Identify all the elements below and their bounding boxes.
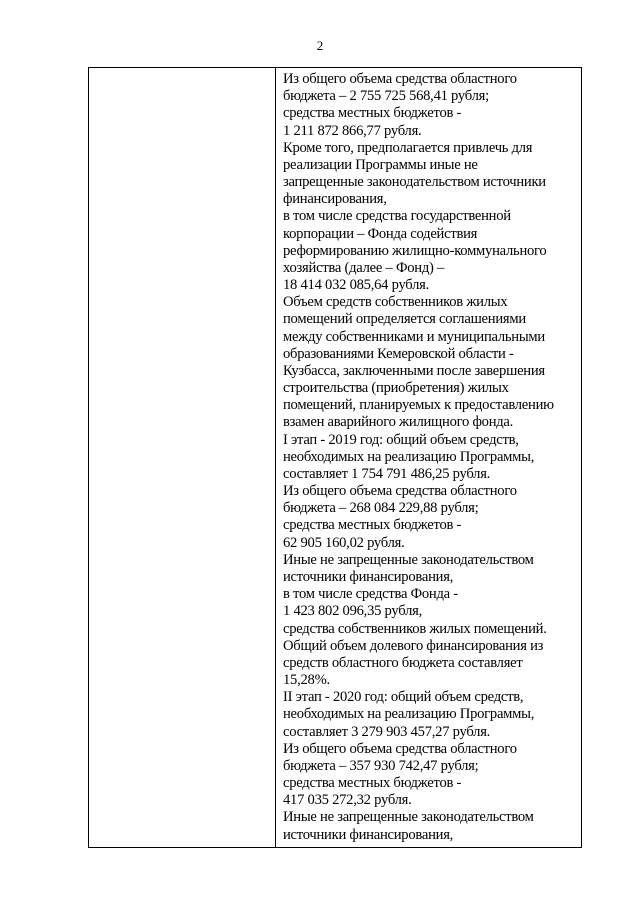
text-line: бюджета – 2 755 725 568,41 рубля; bbox=[283, 88, 489, 105]
text-line: Иные не запрещенные законодательством bbox=[283, 551, 534, 568]
table-right-cell bbox=[276, 68, 582, 848]
text-line: помещений, планируемых к предоставлению bbox=[283, 397, 554, 414]
funding-text-block bbox=[276, 68, 581, 844]
text-line: запрещенные законодательством источники bbox=[283, 174, 546, 191]
text-line: Из общего объема средства областного bbox=[283, 483, 517, 500]
text-line: в том числе средства государственной bbox=[283, 208, 511, 225]
text-line: бюджета – 268 084 229,88 рубля; bbox=[283, 500, 479, 517]
text-line: реализации Программы иные не bbox=[283, 156, 478, 173]
text-line: помещений определяется соглашениями bbox=[283, 311, 526, 328]
program-funding-table bbox=[88, 67, 582, 848]
text-line: хозяйства (далее – Фонд) – bbox=[283, 259, 445, 276]
text-line: 417 035 272,32 рубля. bbox=[283, 792, 412, 809]
text-line: Объем средств собственников жилых bbox=[283, 294, 508, 311]
table-row bbox=[89, 68, 582, 848]
text-line: необходимых на реализацию Программы, bbox=[283, 706, 535, 723]
text-line: Кузбасса, заключенными после завершения bbox=[283, 362, 545, 379]
text-line: средства местных бюджетов - bbox=[283, 775, 462, 792]
text-line: взамен аварийного жилищного фонда. bbox=[283, 414, 514, 431]
text-line: средства местных бюджетов - bbox=[283, 105, 462, 122]
text-line: источники финансирования, bbox=[283, 826, 454, 843]
text-line: корпорации – Фонда содействия bbox=[283, 225, 478, 242]
text-line: Из общего объема средства областного bbox=[283, 71, 517, 87]
text-line: необходимых на реализацию Программы, bbox=[283, 448, 535, 465]
text-line: Общий объем долевого финансирования из bbox=[283, 637, 544, 654]
text-line: составляет 1 754 791 486,25 рубля. bbox=[283, 465, 491, 482]
text-line: Иные не запрещенные законодательством bbox=[283, 809, 534, 826]
text-line: 1 211 872 866,77 рубля. bbox=[283, 122, 422, 139]
text-line: финансирования, bbox=[283, 191, 387, 208]
table-left-cell bbox=[89, 68, 276, 848]
text-line: строительства (приобретения) жилых bbox=[283, 380, 509, 397]
text-line: составляет 3 279 903 457,27 рубля. bbox=[283, 723, 491, 740]
text-line: Из общего объема средства областного bbox=[283, 740, 517, 757]
text-line: Кроме того, предполагается привлечь для bbox=[283, 139, 533, 156]
text-line: 18 414 032 085,64 рубля. bbox=[283, 277, 430, 294]
text-line: образованиями Кемеровской области - bbox=[283, 345, 514, 362]
text-line: средства собственников жилых помещений. bbox=[283, 620, 547, 637]
text-line: II этап - 2020 год: общий объем средств, bbox=[283, 689, 524, 706]
text-line: средств областного бюджета составляет bbox=[283, 654, 523, 671]
text-line: I этап - 2019 год: общий объем средств, bbox=[283, 431, 519, 448]
text-line: 1 423 802 096,35 рубля, bbox=[283, 603, 422, 620]
text-line: между собственниками и муниципальными bbox=[283, 328, 545, 345]
text-line: 62 905 160,02 рубля. bbox=[283, 534, 405, 551]
page-number: 2 bbox=[316, 38, 324, 53]
text-line: в том числе средства Фонда - bbox=[283, 586, 458, 603]
text-line: бюджета – 357 930 742,47 рубля; bbox=[283, 757, 479, 774]
text-line: источники финансирования, bbox=[283, 568, 454, 585]
text-line: 15,28%. bbox=[283, 672, 330, 689]
text-line: средства местных бюджетов - bbox=[283, 517, 462, 534]
text-line: реформированию жилищно-коммунального bbox=[283, 242, 547, 259]
